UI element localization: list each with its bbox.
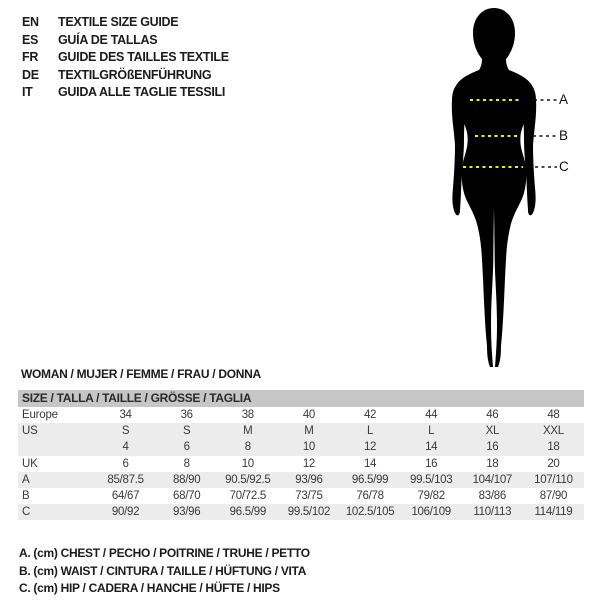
size-table xyxy=(18,390,584,520)
table-cell: 6 xyxy=(122,457,129,470)
table-cell: 40 xyxy=(302,409,316,421)
language-item-de xyxy=(22,67,229,85)
table-cell: 90.5/92.5 xyxy=(225,473,271,486)
language-label: GUIDE DES TAILLES TEXTILE xyxy=(58,50,229,64)
table-cell: 85/87.5 xyxy=(107,473,144,486)
note-line: B. (cm) WAIST / CINTURA / TAILLE / HÜFTUNG / VITA xyxy=(19,563,307,578)
table-cell: M xyxy=(304,425,314,438)
table-cell: 10 xyxy=(241,457,254,470)
table-cell: XL xyxy=(485,425,500,438)
table-cell: 73/75 xyxy=(295,489,323,502)
size-table-body xyxy=(18,407,584,520)
row-label: Europe xyxy=(22,409,58,421)
table-cell: 6 xyxy=(183,441,190,454)
table-cell: 110/113 xyxy=(473,506,512,519)
table-cell: 107/110 xyxy=(534,473,573,486)
row-label: US xyxy=(22,425,38,438)
table-cell: 14 xyxy=(425,441,438,454)
table-cell: 48 xyxy=(547,409,560,421)
table-cell: 42 xyxy=(363,409,377,421)
table-cell: 10 xyxy=(302,441,316,454)
table-cell: 8 xyxy=(183,457,190,470)
language-code: EN xyxy=(22,15,39,29)
table-cell: 14 xyxy=(363,457,377,470)
table-cell: 106/109 xyxy=(411,506,451,519)
silhouette-svg xyxy=(420,0,580,370)
table-cell: 16 xyxy=(486,441,499,454)
size-table-header: SIZE / TALLA / TAILLE / GRÖSSE / TAGLIA xyxy=(18,390,584,407)
marker-label-chest: A xyxy=(559,92,569,107)
table-cell: 93/96 xyxy=(295,473,323,486)
language-item-fr xyxy=(22,49,229,67)
language-item-es xyxy=(22,32,229,50)
note-line: C. (cm) HIP / CADERA / HANCHE / HÜFTE / HIPS xyxy=(19,581,280,595)
language-code: ES xyxy=(22,32,39,47)
table-cell: 64/67 xyxy=(111,489,140,502)
language-label: TEXTILGRÖßENFÜHRUNG xyxy=(58,67,212,82)
table-cell: 88/90 xyxy=(173,473,201,486)
table-cell: 96.5/99 xyxy=(229,506,266,519)
table-cell: 8 xyxy=(244,441,251,454)
table-cell: L xyxy=(367,425,374,438)
table-row xyxy=(18,472,584,488)
table-cell: 104/107 xyxy=(472,473,513,486)
table-cell: 44 xyxy=(425,409,438,421)
table-cell: 99.5/103 xyxy=(410,473,453,486)
table-row xyxy=(18,488,584,504)
measurement-notes xyxy=(19,545,310,598)
language-item-en xyxy=(22,14,229,32)
table-cell: 87/90 xyxy=(539,489,568,502)
table-cell: 83/86 xyxy=(478,489,506,502)
silhouette-shape xyxy=(452,8,536,367)
table-cell: L xyxy=(428,425,435,438)
row-label: B xyxy=(22,489,30,502)
language-code: IT xyxy=(22,85,33,99)
row-label: C xyxy=(22,506,31,519)
note-line: A. (cm) CHEST / PECHO / POITRINE / TRUHE / PETTO xyxy=(19,546,310,560)
marker-label-hip: C xyxy=(559,159,569,174)
table-cell: 99.5/102 xyxy=(287,506,331,519)
table-cell: 114/119 xyxy=(534,506,573,519)
row-label: A xyxy=(22,473,30,486)
table-cell: 96.5/99 xyxy=(351,473,389,486)
table-cell: 93/96 xyxy=(173,506,201,519)
table-cell: 12 xyxy=(363,441,377,454)
table-cell: M xyxy=(243,425,253,438)
table-row xyxy=(18,439,584,455)
language-code: FR xyxy=(22,50,39,64)
table-cell: 38 xyxy=(241,409,254,421)
woman-silhouette-figure xyxy=(420,0,580,370)
table-cell: 102.5/105 xyxy=(345,506,395,519)
table-cell: 68/70 xyxy=(173,489,201,502)
table-cell: 76/78 xyxy=(356,489,384,502)
table-cell: 16 xyxy=(425,457,438,470)
table-cell: 46 xyxy=(486,409,499,421)
table-cell: XXL xyxy=(543,425,564,438)
language-list xyxy=(22,14,229,102)
table-row xyxy=(18,407,584,423)
table-row xyxy=(18,456,584,472)
table-cell: S xyxy=(183,425,191,438)
row-label xyxy=(18,439,95,455)
table-cell: 34 xyxy=(119,409,132,421)
table-cell: 36 xyxy=(180,409,193,421)
language-label: TEXTILE SIZE GUIDE xyxy=(58,15,179,29)
marker-label-waist: B xyxy=(559,128,569,143)
table-cell: 20 xyxy=(547,457,560,470)
table-title: WOMAN / MUJER / FEMME / FRAU / DONNA xyxy=(21,367,261,381)
table-cell: 18 xyxy=(547,441,560,454)
table-cell: 90/92 xyxy=(111,506,140,519)
language-item-it xyxy=(22,84,229,102)
table-cell: 4 xyxy=(122,441,129,454)
table-cell: 79/82 xyxy=(417,489,445,502)
table-row xyxy=(18,423,584,439)
table-cell: 18 xyxy=(486,457,499,470)
table-cell: 70/72.5 xyxy=(229,489,266,502)
table-row xyxy=(18,504,584,520)
row-label: UK xyxy=(22,457,38,470)
table-cell: S xyxy=(121,425,130,438)
language-label: GUÍA DE TALLAS xyxy=(58,32,158,47)
language-code: DE xyxy=(22,67,39,82)
table-cell: 12 xyxy=(302,457,316,470)
language-label: GUIDA ALLE TAGLIE TESSILI xyxy=(58,85,226,99)
